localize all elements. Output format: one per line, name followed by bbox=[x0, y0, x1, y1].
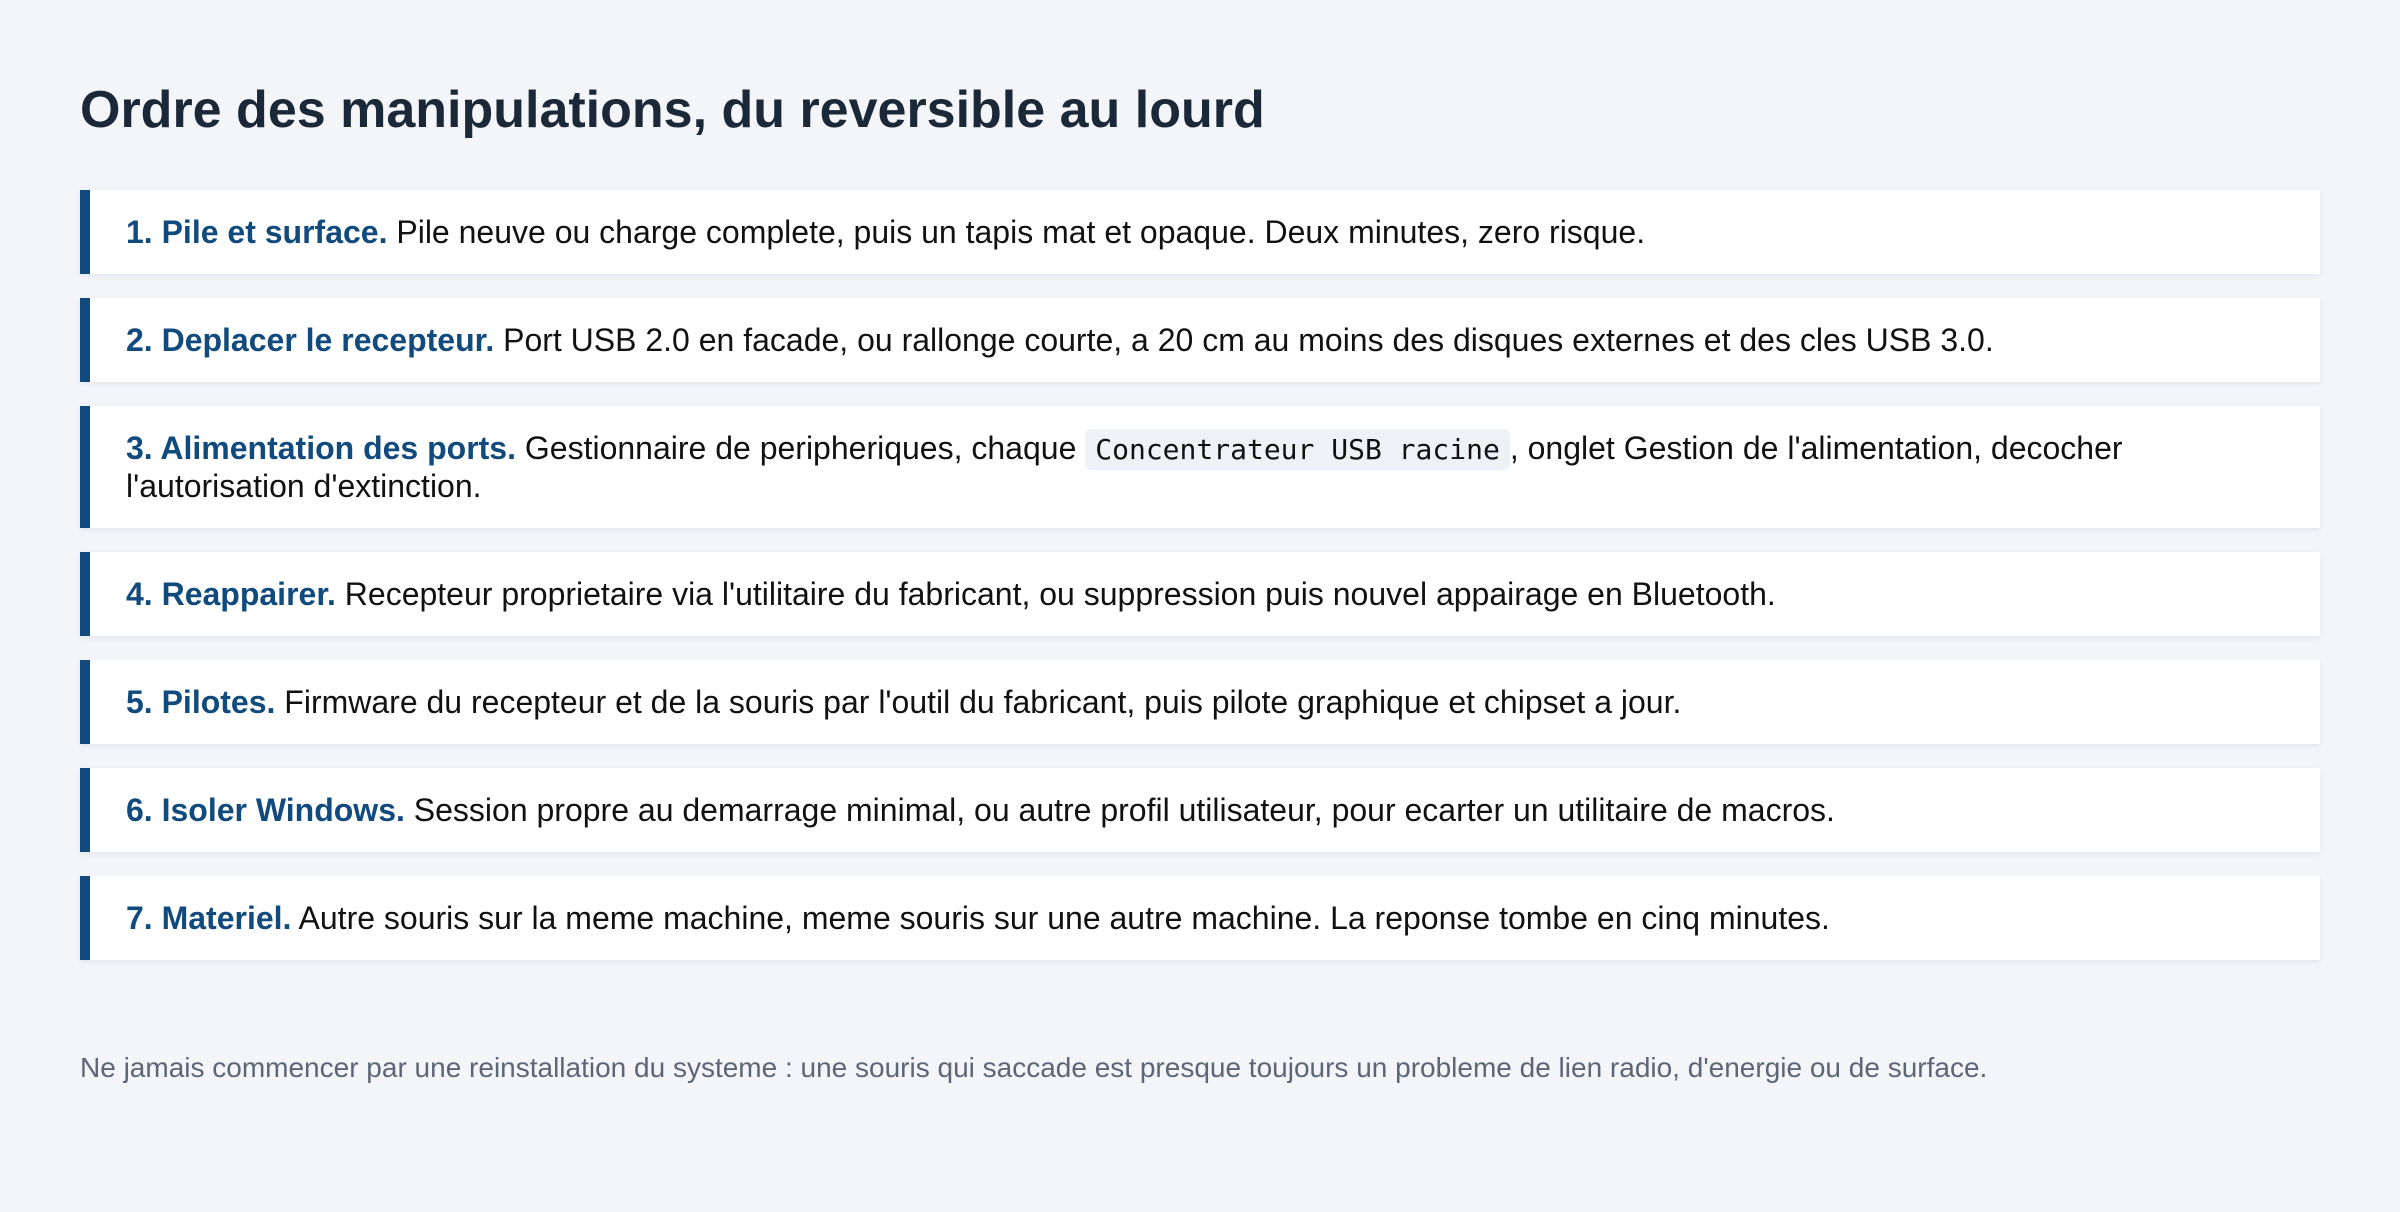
footer-note: Ne jamais commencer par une reinstallation du systeme : une souris qui saccade est presque toujours un probleme de lien radio, d'energie ou de surface. bbox=[80, 1052, 1988, 1083]
step-text: Recepteur proprietaire via l'utilitaire du fabricant, ou suppression puis nouvel appairage en Bluetooth. bbox=[335, 576, 1776, 612]
step-lead: 4. Reappairer. bbox=[126, 576, 336, 612]
step-lead: 3. Alimentation des ports. bbox=[126, 430, 516, 466]
step-text-continued: , onglet Gestion de l'alimentation, decocher l'autorisation d'extinction. bbox=[126, 430, 2123, 504]
step-item-1 bbox=[80, 190, 2320, 274]
step-item-5 bbox=[80, 660, 2320, 744]
step-item-2 bbox=[80, 298, 2320, 382]
step-item-7 bbox=[80, 876, 2320, 960]
step-item-3 bbox=[80, 406, 2320, 528]
step-item-6 bbox=[80, 768, 2320, 852]
page-title: Ordre des manipulations, du reversible au lourd bbox=[80, 81, 1265, 139]
code-snippet: Concentrateur USB racine bbox=[1085, 429, 1510, 470]
step-lead: 6. Isoler Windows. bbox=[126, 792, 405, 828]
step-lead: 1. Pile et surface. bbox=[126, 214, 388, 250]
step-lead: 7. Materiel. bbox=[126, 900, 292, 936]
step-text: Pile neuve ou charge complete, puis un tapis mat et opaque. Deux minutes, zero risque. bbox=[387, 214, 1646, 250]
step-lead: 5. Pilotes. bbox=[126, 684, 276, 720]
step-text: Firmware du recepteur et de la souris par l'outil du fabricant, puis pilote graphique et chipset a jour. bbox=[275, 684, 1682, 720]
step-lead: 2. Deplacer le recepteur. bbox=[126, 322, 495, 358]
step-text: Port USB 2.0 en facade, ou rallonge courte, a 20 cm au moins des disques externes et des cles USB 3.0. bbox=[494, 322, 1994, 358]
step-item-4 bbox=[80, 552, 2320, 636]
steps-list bbox=[80, 190, 2320, 984]
step-text: Session propre au demarrage minimal, ou autre profil utilisateur, pour ecarter un utilitaire de macros. bbox=[404, 792, 1835, 828]
step-text: Gestionnaire de peripheriques, chaque bbox=[515, 430, 1086, 466]
step-text: Autre souris sur la meme machine, meme souris sur une autre machine. La reponse tombe en cinq minutes. bbox=[291, 900, 1830, 936]
